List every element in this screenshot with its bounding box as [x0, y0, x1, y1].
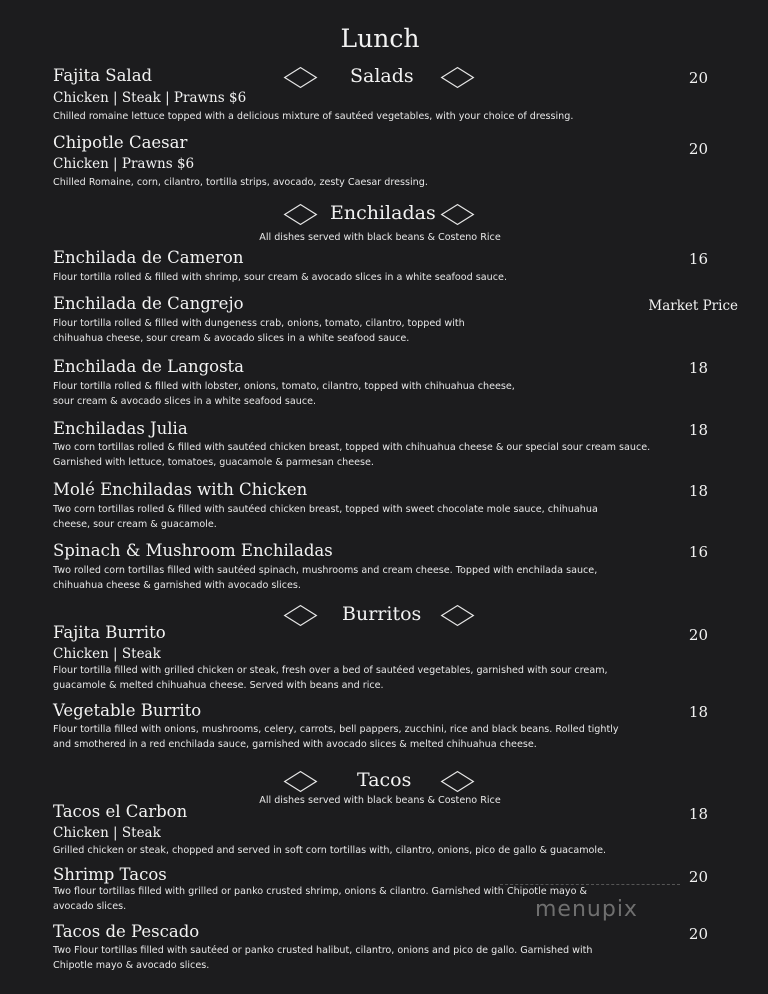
- item-options: Chicken | Prawns $6: [53, 156, 195, 172]
- diamond-ornament-icon: [284, 204, 318, 225]
- item-description: avocado slices.: [53, 901, 127, 912]
- section-title-tacos: Tacos: [357, 769, 412, 791]
- item-description: Two Flour tortillas filled with sautéed or panko crusted halibut, cilantro, onions and pico de gallo. Garnished with: [53, 945, 593, 956]
- section-note: All dishes served with black beans & Costeno Rice: [259, 232, 501, 243]
- item-price: 20: [688, 140, 708, 158]
- diamond-ornament-icon: [441, 67, 475, 88]
- item-description: Flour tortilla filled with onions, mushrooms, celery, carrots, bell pappers, zucchini, rice and black beans. Rolled tightly: [53, 724, 619, 735]
- item-price: 18: [688, 703, 708, 721]
- item-price: 20: [688, 626, 708, 644]
- item-name: Vegetable Burrito: [53, 701, 202, 720]
- item-name: Enchilada de Cangrejo: [53, 294, 244, 313]
- menupix-watermark: menupix: [535, 897, 638, 922]
- item-description: Flour tortilla filled with grilled chicken or steak, fresh over a bed of sautéed vegetables, garnished with sour cream,: [53, 665, 608, 676]
- item-description: Flour tortilla rolled & filled with dungeness crab, onions, tomato, cilantro, topped with: [53, 318, 465, 329]
- item-description: Two corn tortillas rolled & filled with sautéed chicken breast, topped with sweet chocolate mole sauce, chihuahua: [53, 504, 598, 515]
- item-description: sour cream & avocado slices in a white seafood sauce.: [53, 396, 317, 407]
- section-title-enchiladas: Enchiladas: [330, 202, 436, 224]
- item-price: 20: [688, 925, 708, 943]
- item-description: guacamole & melted chihuahua cheese. Served with beans and rice.: [53, 680, 384, 691]
- item-description: chihuahua cheese, sour cream & avocado slices in a white seafood sauce.: [53, 333, 410, 344]
- item-description: Two flour tortillas filled with grilled or panko crusted shrimp, onions & cilantro. Garnished with Chipotle mayo &: [53, 886, 587, 897]
- item-price: 16: [688, 250, 708, 268]
- item-price: 18: [688, 482, 708, 500]
- item-description: Grilled chicken or steak, chopped and served in soft corn tortillas with, cilantro, onions, pico de gallo & guacamole.: [53, 845, 607, 856]
- page-title: Lunch: [340, 24, 420, 53]
- item-name: Chipotle Caesar: [53, 133, 188, 152]
- section-title-salads: Salads: [350, 65, 414, 87]
- item-name: Molé Enchiladas with Chicken: [53, 480, 308, 499]
- item-description: Chilled Romaine, corn, cilantro, tortilla strips, avocado, zesty Caesar dressing.: [53, 177, 428, 188]
- diamond-ornament-icon: [441, 771, 475, 792]
- diamond-ornament-icon: [441, 605, 475, 626]
- item-name: Shrimp Tacos: [53, 865, 167, 884]
- item-name: Enchilada de Langosta: [53, 357, 244, 376]
- item-price: 20: [688, 69, 708, 87]
- item-name: Fajita Burrito: [53, 623, 166, 642]
- item-options: Chicken | Steak: [53, 825, 161, 841]
- item-name: Spinach & Mushroom Enchiladas: [53, 541, 333, 560]
- item-options: Chicken | Steak: [53, 646, 161, 662]
- item-price: 18: [688, 805, 708, 823]
- item-description: Chilled romaine lettuce topped with a delicious mixture of sautéed vegetables, with your choice of dressing.: [53, 111, 574, 122]
- item-description: Chipotle mayo & avocado slices.: [53, 960, 210, 971]
- item-price: 18: [688, 359, 708, 377]
- diamond-ornament-icon: [284, 771, 318, 792]
- section-title-burritos: Burritos: [342, 603, 422, 625]
- item-description: cheese, sour cream & guacamole.: [53, 519, 217, 530]
- item-options: Chicken | Steak | Prawns $6: [53, 90, 247, 106]
- item-description: Two rolled corn tortillas filled with sautéed spinach, mushrooms and cream cheese. Topped with enchilada sauce,: [53, 565, 598, 576]
- item-description: Flour tortilla rolled & filled with lobster, onions, tomato, cilantro, topped with chihuahua cheese,: [53, 381, 515, 392]
- item-price: Market Price: [648, 298, 738, 314]
- diamond-ornament-icon: [441, 204, 475, 225]
- item-description: and smothered in a red enchilada sauce, garnished with avocado slices & melted chihuahua cheese.: [53, 739, 537, 750]
- diamond-ornament-icon: [284, 67, 318, 88]
- item-name: Fajita Salad: [53, 66, 153, 85]
- item-description: chihuahua cheese & garnished with avocado slices.: [53, 580, 301, 591]
- item-price: 16: [688, 543, 708, 561]
- diamond-ornament-icon: [284, 605, 318, 626]
- item-description: Flour tortilla rolled & filled with shrimp, sour cream & avocado slices in a white seafood sauce.: [53, 272, 507, 283]
- item-name: Tacos de Pescado: [53, 922, 200, 941]
- item-description: Garnished with lettuce, tomatoes, guacamole & parmesan cheese.: [53, 457, 374, 468]
- item-price: 18: [688, 421, 708, 439]
- item-description: Two corn tortillas rolled & filled with sautéed chicken breast, topped with chihuahua cheese & our special sour cream sauce.: [53, 442, 651, 453]
- section-note: All dishes served with black beans & Costeno Rice: [259, 795, 501, 806]
- item-name: Tacos el Carbon: [53, 802, 188, 821]
- item-price: 20: [688, 868, 708, 886]
- item-name: Enchiladas Julia: [53, 419, 188, 438]
- item-name: Enchilada de Cameron: [53, 248, 244, 267]
- watermark-divider: [500, 884, 680, 885]
